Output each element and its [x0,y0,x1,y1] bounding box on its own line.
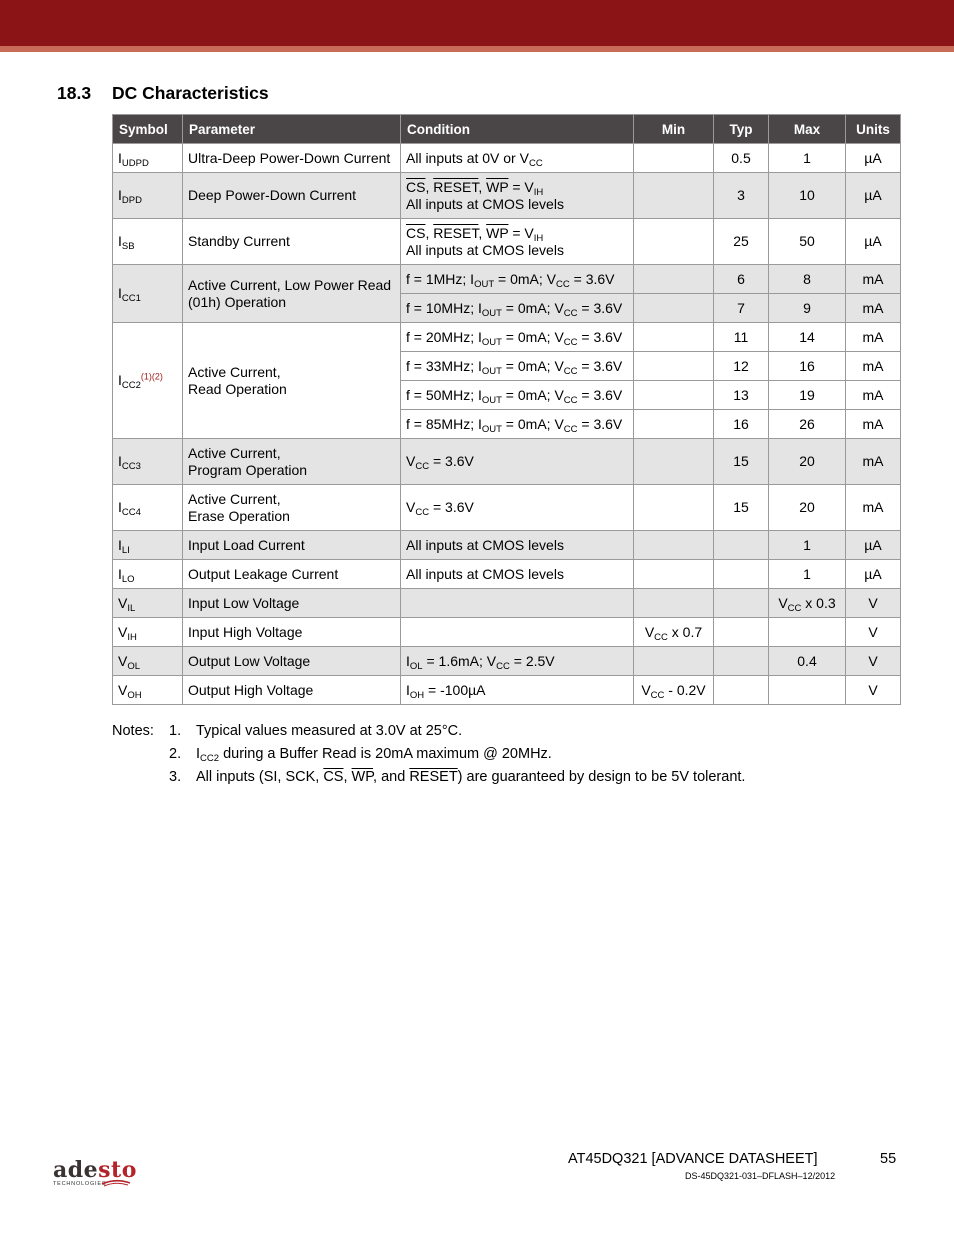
condition-cell: $I_{OH} = -100\mu A$ [401,676,634,705]
units-cell: µA [846,560,901,589]
parameter-cell: Input High Voltage [183,618,401,647]
condition-cell: $\overline{CS}$, RESET, $\overline{WP} = V_{IH}$ All inputs at CMOS levels [401,219,634,265]
parameter-cell: Output Leakage Current [183,560,401,589]
units-cell: mA [846,439,901,485]
symbol-cell: $I_{CC4}$ [113,485,183,531]
condition-cell: f = 85MHz; $I_{OUT} = 0mA$; $V_{CC} = 3.6V$ [401,410,634,439]
max-cell: 16 [769,352,846,381]
typ-cell [714,676,769,705]
units-cell: mA [846,485,901,531]
table-row-icc2 [113,323,901,352]
table-row-ilo [113,560,901,589]
units-cell: V [846,676,901,705]
note-1: Notes: 1. Typical values measured at 3.0V at 25°C. [112,720,745,743]
typ-cell: 25 [714,219,769,265]
header-symbol: Symbol [113,115,183,144]
units-cell: mA [846,381,901,410]
min-cell [634,173,714,219]
units-cell: mA [846,352,901,381]
table-row-iudpd [113,144,901,173]
header-stripe [0,46,954,52]
min-cell [634,589,714,618]
parameter-cell: Input Load Current [183,531,401,560]
units-cell: V [846,647,901,676]
table-row-isb [113,219,901,265]
condition-cell: $V_{CC} = 3.6V$ [401,439,634,485]
parameter-cell: Active Current, Erase Operation [183,485,401,531]
typ-cell: 6 [714,265,769,294]
parameter-cell: Active Current, Low Power Read (01h) Operation [183,265,401,323]
symbol-cell: $V_{IL}$ [113,589,183,618]
parameter-cell: Standby Current [183,219,401,265]
section-heading [57,83,269,104]
condition-cell [401,618,634,647]
units-cell: µA [846,144,901,173]
max-cell: 9 [769,294,846,323]
max-cell: 19 [769,381,846,410]
condition-cell: All inputs at CMOS levels [401,560,634,589]
units-cell: mA [846,294,901,323]
units-cell: mA [846,410,901,439]
note-3: 3. All inputs (SI, SCK, $\overline{CS}$, $\overline{WP}$, and RESET) are guaranteed by design to be 5V tolerant. [169,769,746,785]
min-cell [634,323,714,352]
table-row-idpd [113,173,901,219]
max-cell: 10 [769,173,846,219]
condition-cell: f = 10MHz; $I_{OUT} = 0mA$; $V_{CC} = 3.6V$ [401,294,634,323]
units-cell: µA [846,219,901,265]
parameter-cell: Output Low Voltage [183,647,401,676]
min-cell [634,485,714,531]
symbol-cell: $I_{DPD}$ [113,173,183,219]
units-cell: V [846,589,901,618]
max-cell [769,676,846,705]
parameter-cell: Input Low Voltage [183,589,401,618]
condition-cell: $I_{OL} = 1.6mA$; $V_{CC} = 2.5V$ [401,647,634,676]
table-row-vol [113,647,901,676]
max-cell: 1 [769,144,846,173]
symbol-cell: $I_{CC2}^{(1)(2)}$ [113,323,183,439]
typ-cell: 11 [714,323,769,352]
notes-label: Notes: [112,723,154,739]
condition-cell: All inputs at CMOS levels [401,531,634,560]
typ-cell [714,647,769,676]
table-row-voh [113,676,901,705]
table-row-vil [113,589,901,618]
condition-cell: f = 33MHz; $I_{OUT} = 0mA$; $V_{CC} = 3.6V$ [401,352,634,381]
document-title: AT45DQ321 [ADVANCE DATASHEET] [568,1151,818,1167]
table-row-icc1 [113,265,901,294]
typ-cell: 15 [714,439,769,485]
symbol-cell: $V_{OH}$ [113,676,183,705]
max-cell: 50 [769,219,846,265]
typ-cell [714,560,769,589]
max-cell: 1 [769,531,846,560]
table-row-ili [113,531,901,560]
min-cell [634,531,714,560]
max-cell: 20 [769,439,846,485]
symbol-cell: $I_{CC1}$ [113,265,183,323]
min-cell [634,265,714,294]
header-min: Min [634,115,714,144]
header-parameter: Parameter [183,115,401,144]
parameter-cell: Deep Power-Down Current [183,173,401,219]
min-cell [634,410,714,439]
min-cell [634,381,714,410]
typ-cell: 12 [714,352,769,381]
header-bar [0,0,954,46]
condition-cell: f = 1MHz; $I_{OUT} = 0mA$; $V_{CC} = 3.6V$ [401,265,634,294]
max-cell: $V_{CC}$ x 0.3 [769,589,846,618]
max-cell: 0.4 [769,647,846,676]
parameter-cell: Active Current, Read Operation [183,323,401,439]
symbol-cell: $I_{LI}$ [113,531,183,560]
footnote-ref: (1)(2) [140,371,163,382]
table-row-icc4 [113,485,901,531]
header-max: Max [769,115,846,144]
adesto-logo: adesto TECHNOLOGIES [53,1157,137,1187]
units-cell: µA [846,531,901,560]
condition-cell: f = 50MHz; $I_{OUT} = 0mA$; $V_{CC} = 3.6V$ [401,381,634,410]
parameter-cell: Active Current, Program Operation [183,439,401,485]
table-notes [112,720,745,789]
max-cell: 20 [769,485,846,531]
section-number: 18.3 [57,83,92,103]
typ-cell: 13 [714,381,769,410]
page-number: 55 [880,1151,897,1167]
max-cell [769,618,846,647]
units-cell: V [846,618,901,647]
symbol-cell: $I_{CC3}$ [113,439,183,485]
min-cell [634,560,714,589]
typ-cell: 7 [714,294,769,323]
typ-cell: 0.5 [714,144,769,173]
header-units: Units [846,115,901,144]
table-header-row [113,115,901,144]
max-cell: 8 [769,265,846,294]
condition-cell: $V_{CC} = 3.6V$ [401,485,634,531]
section-title: DC Characteristics [112,83,269,103]
typ-cell: 3 [714,173,769,219]
typ-cell: 15 [714,485,769,531]
min-cell [634,294,714,323]
units-cell: mA [846,323,901,352]
min-cell: $V_{CC}$ x 0.7 [634,618,714,647]
max-cell: 1 [769,560,846,589]
min-cell: $V_{CC} - 0.2V$ [634,676,714,705]
min-cell [634,647,714,676]
units-cell: µA [846,173,901,219]
symbol-cell: $V_{OL}$ [113,647,183,676]
header-condition: Condition [401,115,634,144]
symbol-cell: $V_{IH}$ [113,618,183,647]
typ-cell [714,618,769,647]
condition-cell: f = 20MHz; $I_{OUT} = 0mA$; $V_{CC} = 3.6V$ [401,323,634,352]
typ-cell [714,531,769,560]
condition-cell: $\overline{CS}$, RESET, $\overline{WP} = V_{IH}$ All inputs at CMOS levels [401,173,634,219]
min-cell [634,219,714,265]
units-cell: mA [846,265,901,294]
min-cell [634,144,714,173]
table-row-vih [113,618,901,647]
parameter-cell: Output High Voltage [183,676,401,705]
dc-characteristics-table [112,114,901,705]
table-row-icc3 [113,439,901,485]
symbol-cell: $I_{UDPD}$ [113,144,183,173]
max-cell: 26 [769,410,846,439]
note-2: 2. $I_{CC2}$ during a Buffer Read is 20mA maximum @ 20MHz. [169,746,552,764]
symbol-cell: $I_{SB}$ [113,219,183,265]
typ-cell [714,589,769,618]
symbol-cell: $I_{LO}$ [113,560,183,589]
logo-swoosh-icon [101,1179,131,1187]
parameter-cell: Ultra-Deep Power-Down Current [183,144,401,173]
min-cell [634,352,714,381]
min-cell [634,439,714,485]
document-code: DS-45DQ321-031–DFLASH–12/2012 [685,1171,836,1181]
typ-cell: 16 [714,410,769,439]
condition-cell [401,589,634,618]
max-cell: 14 [769,323,846,352]
condition-cell: All inputs at 0V or $V_{CC}$ [401,144,634,173]
header-typ: Typ [714,115,769,144]
